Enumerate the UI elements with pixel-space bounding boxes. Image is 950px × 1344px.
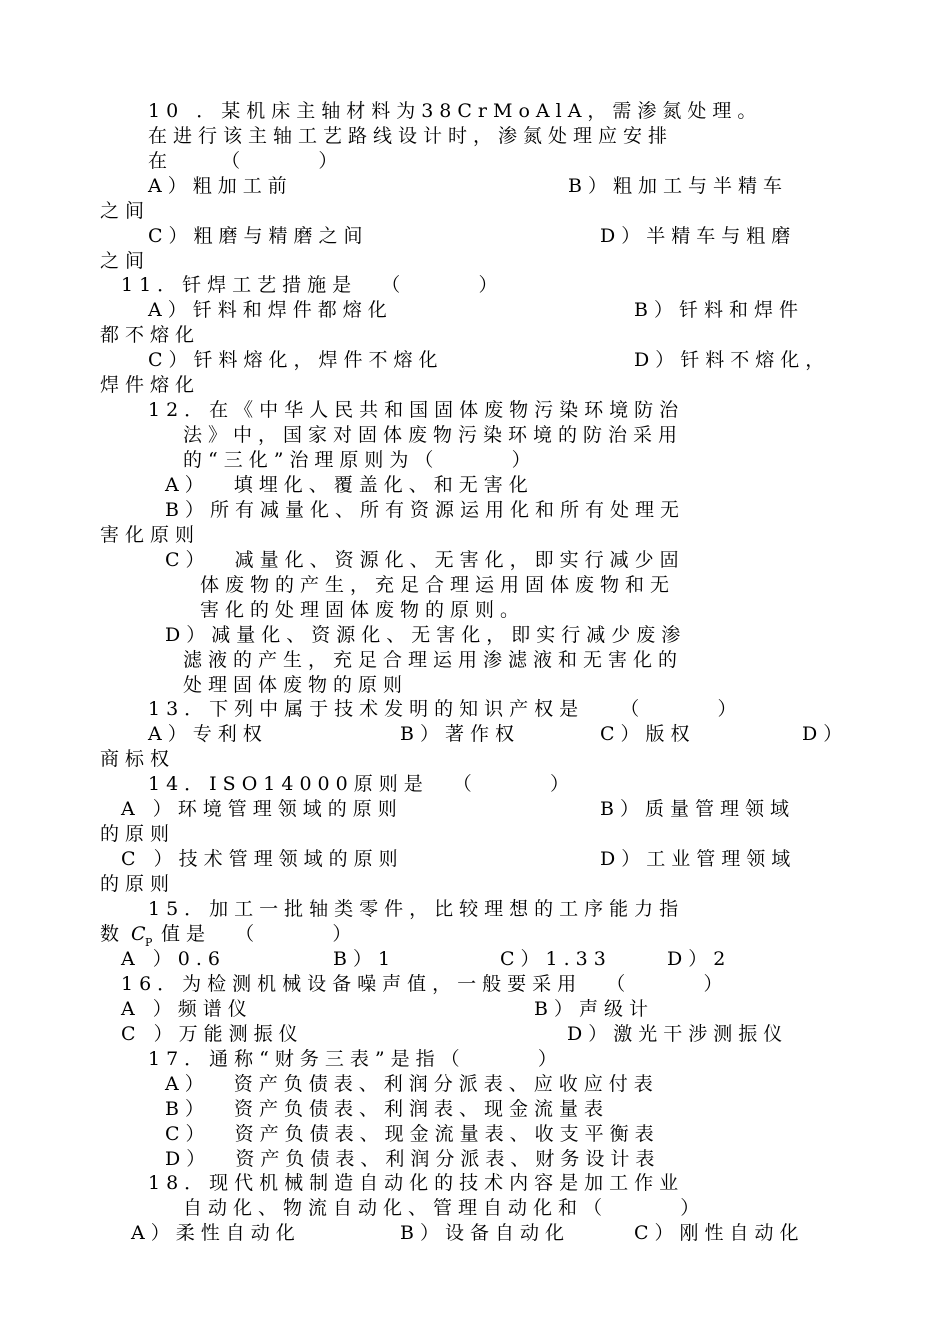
question-12-option-b-cont: 害化原则 (100, 524, 201, 546)
question-11-option-a: A）钎料和焊件都熔化 (148, 299, 393, 321)
question-16-stem: 16．为检测机械设备噪声值，一般要采用 （ ） (121, 973, 729, 995)
question-15-option-d: D）2 (667, 948, 732, 970)
question-15-line-2-suffix: 值是 （ ） (161, 923, 358, 945)
question-17-option-b: B） 资产负债表、利润表、现金流量表 (165, 1098, 610, 1120)
question-12-option-c-line-2: 体废物的产生，充足合理运用固体废物和无 (200, 574, 676, 596)
question-13-option-a: A）专利权 (148, 723, 268, 745)
question-17-option-d: D） 资产负债表、利润分派表、财务设计表 (165, 1148, 661, 1170)
question-11-option-c: C）钎料熔化，焊件不熔化 (148, 349, 444, 371)
question-14-option-d-cont: 的原则 (100, 873, 176, 895)
question-14-option-c: C ）技术管理领域的原则 (121, 848, 404, 870)
question-10-line-3: 在 （ ） (148, 150, 344, 172)
question-13-option-b: B）著作权 (400, 723, 520, 745)
question-18-option-c: C）刚性自动化 (634, 1222, 805, 1244)
question-12-option-c-line-1: C） 减量化、资源化、无害化，即实行减少固 (165, 549, 685, 571)
question-11-option-d: D）钎料不熔化， (634, 349, 831, 371)
question-13-option-d: D） (802, 723, 849, 745)
question-15-option-b: B）1 (333, 948, 397, 970)
question-12-line-1: 12．在《中华人民共和国固体废物污染环境防治 (148, 399, 685, 421)
question-10-option-b: B）粗加工与半精车 (568, 175, 788, 197)
question-14-option-b: B）质量管理领域 (600, 798, 795, 820)
question-18-line-2: 自动化、物流自动化、管理自动化和（ ） (183, 1197, 706, 1219)
question-10-option-c: C）粗磨与精磨之间 (148, 225, 369, 247)
question-14-stem: 14．ISO14000原则是 （ ） (148, 773, 576, 795)
question-13-stem: 13．下列中属于技术发明的知识产权是 （ ） (148, 698, 743, 720)
question-14-option-d: D）工业管理领域 (600, 848, 797, 870)
question-12-option-c-line-3: 害化的处理固体废物的原则。 (200, 599, 526, 621)
question-18-option-b: B）设备自动化 (400, 1222, 570, 1244)
question-11-option-b-cont: 都不熔化 (100, 324, 201, 346)
question-11-stem: 11．钎焊工艺措施是 （ ） (121, 274, 504, 296)
question-15-line-2-prefix: 数 (100, 923, 126, 945)
question-10-option-d-cont: 之间 (100, 250, 151, 272)
question-17-option-a: A） 资产负债表、利润分派表、应收应付表 (165, 1073, 659, 1095)
question-15-symbol-c: C (131, 923, 146, 945)
question-14-option-a: A ）环境管理领域的原则 (121, 798, 403, 820)
question-17-stem: 17．通称“财务三表”是指（ ） (148, 1048, 563, 1070)
question-11-option-b: B）钎料和焊件 (634, 299, 804, 321)
question-13-option-c: C）版权 (600, 723, 696, 745)
question-12-line-3: 的“三化”治理原则为（ ） (183, 449, 537, 471)
question-12-option-d-line-3: 处理固体废物的原则 (183, 674, 409, 696)
question-10-line-1: 10 ．某机床主轴材料为38CrMoAlA，需渗氮处理。 (148, 100, 763, 122)
question-11-option-d-cont: 焊件熔化 (100, 374, 201, 396)
question-16-option-d: D）激光干涉测振仪 (567, 1023, 789, 1045)
question-10-line-2: 在进行该主轴工艺路线设计时，渗氮处理应安排 (148, 125, 674, 147)
question-16-option-a: A ）频谱仪 (121, 998, 253, 1020)
question-13-option-d-cont: 商标权 (100, 748, 176, 770)
question-16-option-c: C ）万能测振仪 (121, 1023, 304, 1045)
question-12-option-b: B）所有减量化、所有资源运用化和所有处理无 (165, 499, 685, 521)
question-15-option-a: A ）0.6 (121, 948, 226, 970)
question-15-line-1: 15．加工一批轴类零件，比较理想的工序能力指 (148, 898, 685, 920)
question-12-line-2: 法》中，国家对固体废物污染环境的防治采用 (183, 424, 684, 446)
question-18-line-1: 18．现代机械制造自动化的技术内容是加工作业 (148, 1172, 685, 1194)
question-12-option-d-line-1: D）减量化、资源化、无害化，即实行减少废渗 (165, 624, 687, 646)
question-10-option-b-cont: 之间 (100, 200, 151, 222)
question-15-option-c: C）1.33 (500, 948, 612, 970)
question-18-option-a: A）柔性自动化 (131, 1222, 301, 1244)
question-10-option-d: D）半精车与粗磨 (600, 225, 797, 247)
question-15-symbol-subscript: P (145, 936, 153, 949)
question-14-option-b-cont: 的原则 (100, 823, 176, 845)
question-16-option-b: B）声级计 (534, 998, 654, 1020)
question-12-option-d-line-2: 滤液的产生，充足合理运用渗滤液和无害化的 (183, 649, 684, 671)
question-10-option-a: A）粗加工前 (148, 175, 293, 197)
question-17-option-c: C） 资产负债表、现金流量表、收支平衡表 (165, 1123, 660, 1145)
question-12-option-a: A） 填埋化、覆盖化、和无害化 (165, 474, 534, 496)
